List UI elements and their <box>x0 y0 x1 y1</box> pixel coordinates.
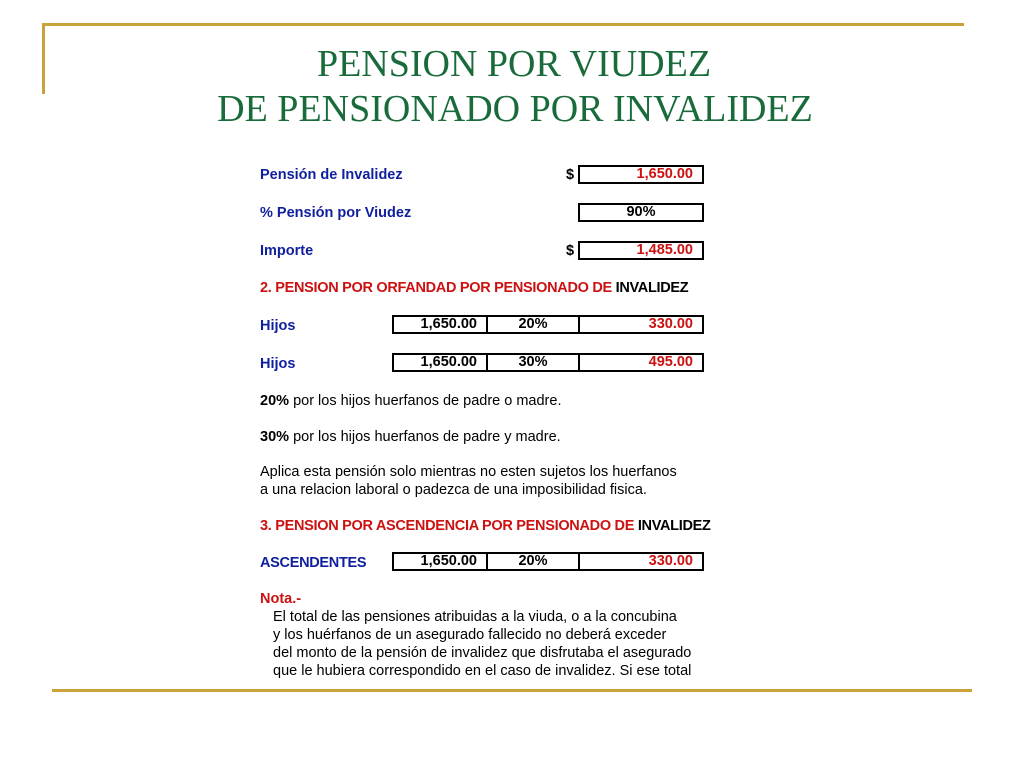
hijos-base-cell-2 <box>392 353 488 372</box>
section2-heading-black: INVALIDEZ <box>615 280 689 296</box>
nota-line-3: del monto de la pensión de invalidez que disfrutaba el asegurado <box>273 645 692 661</box>
pension-value-cell <box>578 165 704 184</box>
section3-heading-red: 3. PENSION POR ASCENDENCIA POR PENSIONADO DE <box>260 518 635 534</box>
ascendentes-base-cell <box>392 552 488 571</box>
section2-heading <box>260 279 688 297</box>
hijos-base-2: 1,650.00 <box>420 354 477 370</box>
ascendentes-pct: 20% <box>518 553 548 569</box>
note-20-bold: 20% <box>260 393 290 409</box>
importe-value: 1,485.00 <box>636 242 693 258</box>
section3-heading-black: INVALIDEZ <box>637 518 711 534</box>
importe-label: Importe <box>260 243 314 259</box>
hijos-pct-1: 20% <box>518 316 548 332</box>
importe-currency: $ <box>566 243 575 259</box>
title-line-2: DE PENSIONADO POR INVALIDEZ <box>217 88 813 130</box>
pension-value: 1,650.00 <box>636 166 693 182</box>
pct-value: 90% <box>626 204 656 220</box>
hijos-amount-cell-2 <box>578 353 704 372</box>
ascendentes-base: 1,650.00 <box>420 553 477 569</box>
pct-value-cell <box>578 203 704 222</box>
hijos-amount-cell-1 <box>578 315 704 334</box>
apply-line-1: Aplica esta pensión solo mientras no esten sujetos los huerfanos <box>260 464 677 480</box>
section2-heading-red: 2. PENSION POR ORFANDAD POR PENSIONADO DE <box>260 280 612 296</box>
nota-line-2: y los huérfanos de un asegurado fallecido no deberá exceder <box>273 627 667 643</box>
note-20-text: por los hijos huerfanos de padre o madre. <box>293 393 562 409</box>
ascendentes-label: ASCENDENTES <box>260 555 367 571</box>
note-30 <box>260 428 561 446</box>
note-20 <box>260 392 561 410</box>
hijos-pct-cell-2 <box>486 353 580 372</box>
ascendentes-amount-cell <box>578 552 704 571</box>
hijos-label-2: Hijos <box>260 356 296 372</box>
hijos-amount-2: 495.00 <box>648 354 693 370</box>
bottom-rule <box>52 689 972 692</box>
note-30-bold: 30% <box>260 429 290 445</box>
top-rule <box>42 23 964 26</box>
hijos-amount-1: 330.00 <box>648 316 693 332</box>
pct-label: % Pensión por Viudez <box>260 205 412 221</box>
ascendentes-pct-cell <box>486 552 580 571</box>
importe-value-cell <box>578 241 704 260</box>
hijos-base-1: 1,650.00 <box>420 316 477 332</box>
nota-title: Nota.- <box>260 591 302 607</box>
ascendentes-amount: 330.00 <box>648 553 693 569</box>
apply-line-2: a una relacion laboral o padezca de una imposibilidad fisica. <box>260 482 647 498</box>
nota-line-1: El total de las pensiones atribuidas a la viuda, o a la concubina <box>273 609 677 625</box>
hijos-label-1: Hijos <box>260 318 296 334</box>
pension-label: Pensión de Invalidez <box>260 167 403 183</box>
note-30-text: por los hijos huerfanos de padre y madre. <box>293 429 561 445</box>
pension-currency: $ <box>566 167 575 183</box>
hijos-pct-cell-1 <box>486 315 580 334</box>
hijos-base-cell-1 <box>392 315 488 334</box>
hijos-pct-2: 30% <box>518 354 548 370</box>
section3-heading <box>260 517 711 535</box>
title-line-1: PENSION POR VIUDEZ <box>316 43 712 85</box>
nota-line-4: que le hubiera correspondido en el caso de invalidez. Si ese total <box>273 663 692 679</box>
